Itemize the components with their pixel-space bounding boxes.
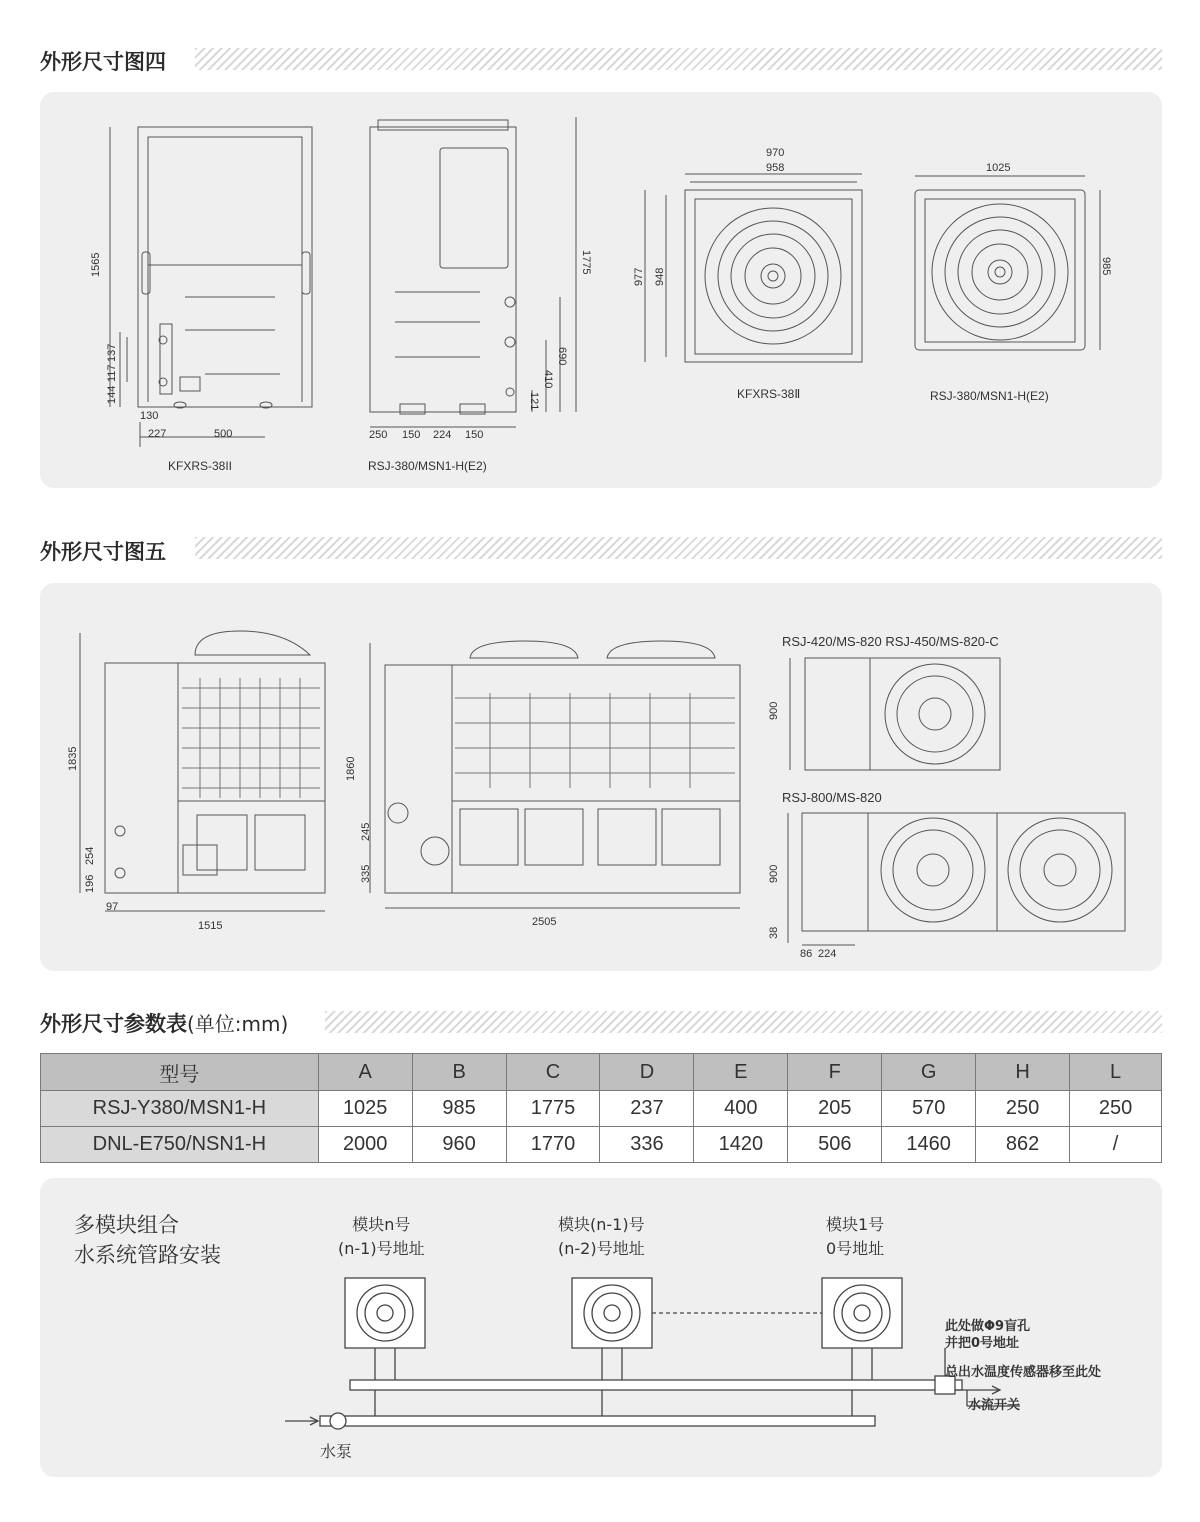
row1-e: 400 [694, 1091, 788, 1127]
kfxrs-top-label: KFXRS-38Ⅱ [737, 387, 801, 401]
row2-b: 960 [412, 1127, 506, 1163]
note-blind-hole-line2: 并把0号地址 [945, 1336, 1020, 1351]
dim-227: 227 [148, 428, 167, 440]
install-title [74, 1210, 221, 1270]
header-d: D [600, 1054, 694, 1091]
params-title [40, 1008, 288, 1038]
table-row [41, 1091, 1162, 1127]
note-blind-hole-line1: 此处做Φ9盲孔 [945, 1319, 1031, 1334]
dim-1515: 1515 [198, 920, 223, 932]
module-n-label [338, 1213, 425, 1261]
dim-1565: 1565 [90, 252, 102, 277]
row1-b: 985 [412, 1091, 506, 1127]
dim-224-s5: 224 [818, 948, 837, 960]
row1-a: 1025 [318, 1091, 412, 1127]
row2-e: 1420 [694, 1127, 788, 1163]
row1-d: 237 [600, 1091, 694, 1127]
dim-117: 117 [106, 364, 118, 382]
table-header-row [41, 1054, 1162, 1091]
params-title-rule [325, 1011, 1162, 1033]
rsj420-label: RSJ-420/MS-820 RSJ-450/MS-820-C [782, 634, 999, 649]
dim-137: 137 [106, 343, 118, 362]
header-g: G [882, 1054, 976, 1091]
row1-l: 250 [1070, 1091, 1162, 1127]
dim-2505: 2505 [532, 916, 557, 928]
dim-977: 977 [633, 267, 645, 286]
section5-panel [40, 583, 1162, 971]
module-n1-line1: 模块(n-1)号 [558, 1215, 645, 1234]
header-h: H [976, 1054, 1070, 1091]
install-title-line1: 多模块组合 [74, 1213, 179, 1237]
dim-1775: 1775 [580, 250, 592, 275]
rsj-front-label: RSJ-380/MSN1-H(E2) [368, 459, 487, 473]
dim-900b: 900 [768, 864, 780, 883]
header-b: B [412, 1054, 506, 1091]
row1-f: 205 [788, 1091, 882, 1127]
dim-150b: 150 [465, 429, 484, 441]
install-title-line2: 水系统管路安装 [74, 1243, 221, 1267]
dim-97: 97 [106, 901, 119, 913]
row2-h: 862 [976, 1127, 1070, 1163]
row2-model: DNL-E750/NSN1-H [41, 1127, 319, 1163]
rsj800-label: RSJ-800/MS-820 [782, 790, 882, 805]
row2-d: 336 [600, 1127, 694, 1163]
dim-254: 254 [84, 846, 96, 865]
header-f: F [788, 1054, 882, 1091]
header-c: C [506, 1054, 600, 1091]
dim-958: 958 [766, 162, 785, 174]
dim-250: 250 [369, 429, 388, 441]
header-l: L [1070, 1054, 1162, 1091]
pump-label: 水泵 [320, 1442, 353, 1461]
section4-panel [40, 92, 1162, 488]
row2-l: / [1070, 1127, 1162, 1163]
row2-g: 1460 [882, 1127, 976, 1163]
row1-model: RSJ-Y380/MSN1-H [41, 1091, 319, 1127]
module-n1-line2: (n-2)号地址 [558, 1239, 645, 1258]
rsj-top-label: RSJ-380/MSN1-H(E2) [930, 389, 1049, 403]
section4-title-rule [195, 48, 1162, 70]
section5-title: 外形尺寸图五 [40, 540, 166, 564]
module-1-label [826, 1213, 884, 1261]
header-a: A [318, 1054, 412, 1091]
module-1-line1: 模块1号 [826, 1215, 885, 1234]
dim-121: 121 [528, 392, 540, 411]
row2-f: 506 [788, 1127, 882, 1163]
dim-86: 86 [800, 948, 813, 960]
note-temp-sensor: 总出水温度传感器移至此处 [945, 1365, 1102, 1380]
row1-h: 250 [976, 1091, 1070, 1127]
dim-1025: 1025 [986, 162, 1011, 174]
dim-410: 410 [542, 370, 554, 389]
dim-335: 335 [360, 864, 372, 883]
dim-500: 500 [214, 428, 233, 440]
dim-1860: 1860 [345, 756, 357, 781]
dim-985: 985 [1100, 257, 1112, 276]
row2-c: 1770 [506, 1127, 600, 1163]
header-model: 型号 [41, 1054, 319, 1091]
note-flow-switch: 水流开关 [968, 1398, 1021, 1413]
dim-970: 970 [766, 147, 785, 159]
section5-title-rule [195, 537, 1162, 559]
header-e: E [694, 1054, 788, 1091]
kfxrs-front-label: KFXRS-38II [168, 459, 233, 473]
dim-196: 196 [84, 874, 96, 893]
params-table [40, 1053, 1162, 1163]
section4-title: 外形尺寸图四 [40, 50, 166, 74]
dim-1835: 1835 [67, 746, 79, 771]
dim-130: 130 [140, 410, 159, 422]
module-1-line2: 0号地址 [826, 1239, 885, 1258]
row1-g: 570 [882, 1091, 976, 1127]
dim-224: 224 [433, 429, 452, 441]
dim-38: 38 [768, 926, 780, 939]
section4-drawings [40, 92, 1162, 488]
module-n-line1: 模块n号 [352, 1215, 411, 1234]
install-panel [40, 1178, 1162, 1477]
dim-150a: 150 [402, 429, 421, 441]
dim-948: 948 [654, 267, 666, 286]
note-blind-hole [945, 1318, 1030, 1352]
row1-c: 1775 [506, 1091, 600, 1127]
row2-a: 2000 [318, 1127, 412, 1163]
table-row [41, 1127, 1162, 1163]
dim-690: 690 [556, 347, 568, 366]
dim-245: 245 [360, 822, 372, 841]
module-n-line2: (n-1)号地址 [338, 1239, 425, 1258]
dim-144: 144 [106, 385, 118, 404]
params-title-text: 外形尺寸参数表 [40, 1012, 187, 1036]
dim-900a: 900 [768, 701, 780, 720]
params-title-unit: (单位:mm) [187, 1012, 289, 1036]
module-n1-label [558, 1213, 645, 1261]
